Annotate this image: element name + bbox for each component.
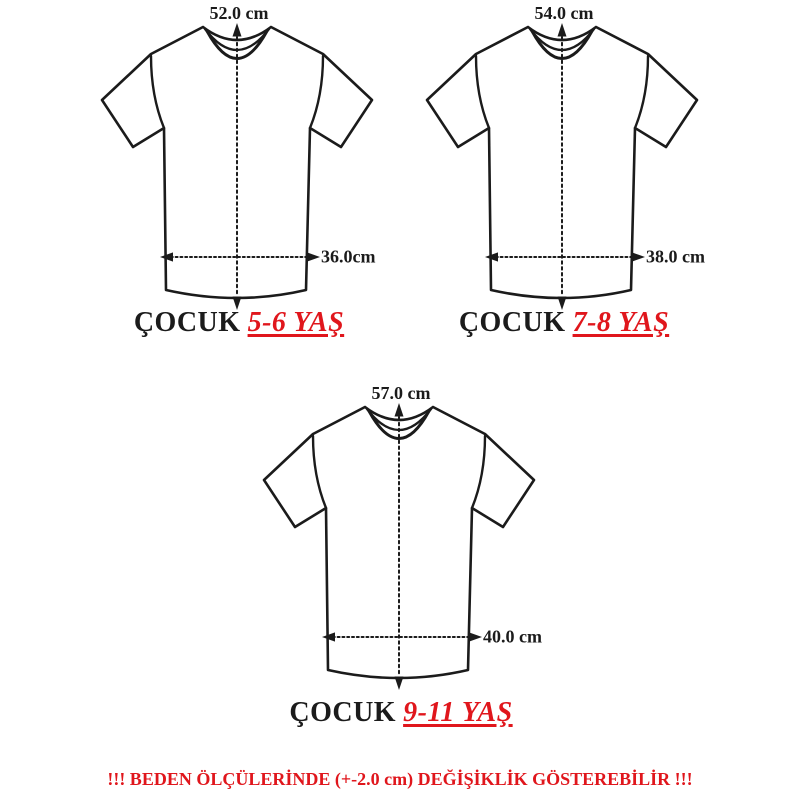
- size-name-prefix: ÇOCUK: [289, 697, 397, 728]
- tolerance-warning: !!! BEDEN ÖLÇÜLERİNDE (+-2.0 cm) DEĞİŞİKLİK GÖSTEREBİLİR !!!: [107, 769, 693, 789]
- size-name-label: [289, 697, 512, 729]
- tshirt-back-drawing: [261, 400, 541, 692]
- size-name-prefix: ÇOCUK: [458, 307, 566, 338]
- width-measurement-label: 40.0 cm: [483, 626, 542, 647]
- size-age-range: 9-11 YAŞ: [403, 697, 513, 728]
- width-measurement-label: 38.0 cm: [646, 246, 705, 267]
- size-name-prefix: ÇOCUK: [133, 307, 241, 338]
- size-age-range: 7-8 YAŞ: [572, 307, 670, 338]
- width-measurement-label: 36.0cm: [321, 246, 376, 267]
- length-measurement-label: 52.0 cm: [209, 3, 269, 23]
- tshirt-back-drawing: [99, 20, 379, 312]
- length-measurement-label: 57.0 cm: [371, 383, 431, 403]
- tshirt-diagram-7-8: [424, 3, 705, 338]
- size-name-label: [134, 307, 344, 339]
- size-age-range: 5-6 YAŞ: [247, 307, 345, 338]
- tshirt-diagram-9-11: [261, 383, 542, 728]
- size-name-label: [459, 307, 669, 339]
- tshirt-diagram-5-6: [99, 3, 379, 338]
- tshirt-back-drawing: [424, 20, 704, 312]
- length-measurement-label: 54.0 cm: [534, 3, 594, 23]
